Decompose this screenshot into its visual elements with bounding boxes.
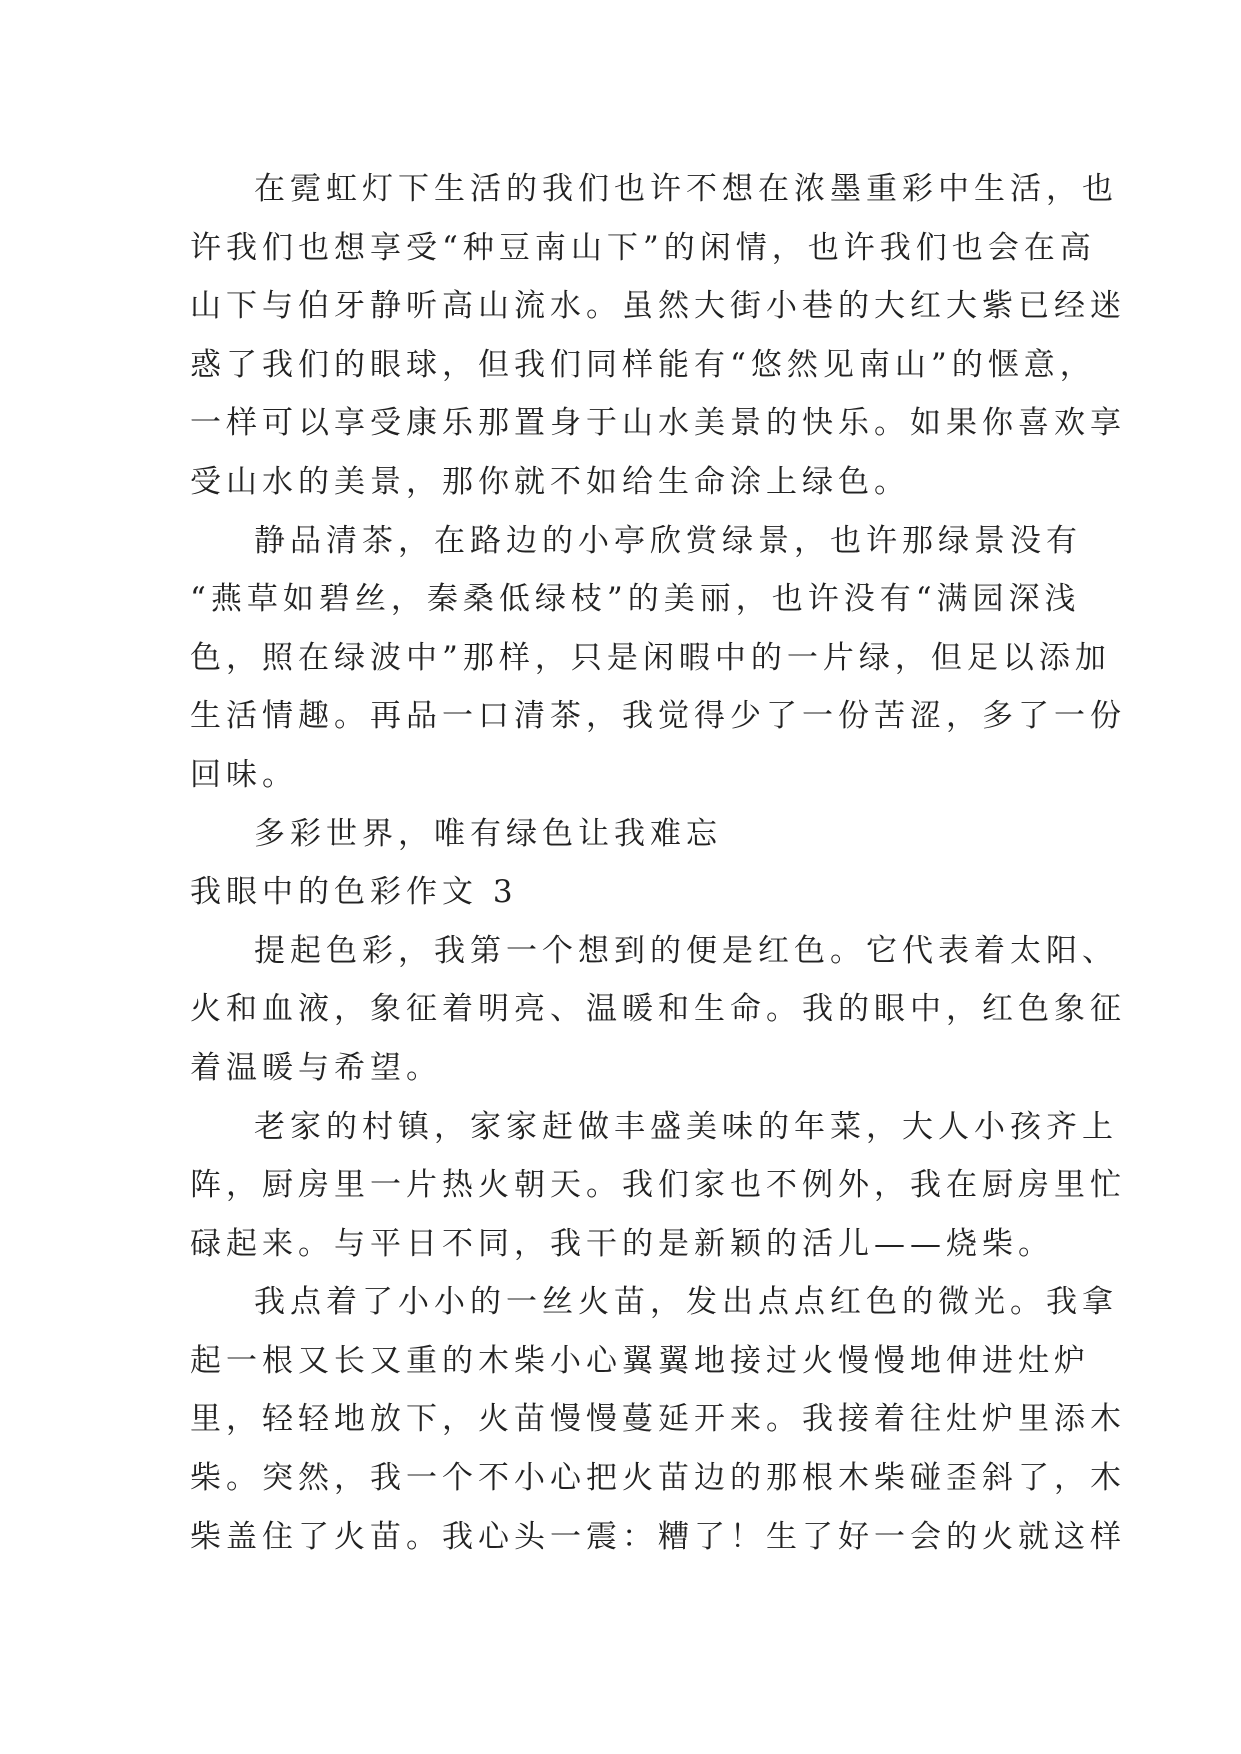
paragraph-4 xyxy=(190,922,1126,1098)
paragraph-2 xyxy=(190,512,1126,805)
text-line: 许我们也想享受“种豆南山下”的闲情，也许我们也会在高 xyxy=(190,229,1096,266)
text-line: 里，轻轻地放下，火苗慢慢蔓延开来。我接着往灶炉里添木 xyxy=(190,1401,1126,1438)
text-line: 多彩世界，唯有绿色让我难忘 xyxy=(254,815,722,852)
text-line: 起一根又长又重的木柴小心翼翼地接过火慢慢地伸进灶炉 xyxy=(190,1342,1090,1379)
text-line: 在霓虹灯下生活的我们也许不想在浓墨重彩中生活，也 xyxy=(254,171,1118,207)
text-line: 受山水的美景，那你就不如给生命涂上绿色。 xyxy=(190,463,910,500)
text-line: “燕草如碧丝，秦桑低绿枝”的美丽，也许没有“满园深浅 xyxy=(190,581,1081,618)
text-line: 老家的村镇，家家赶做丰盛美味的年菜，大人小孩齐上 xyxy=(254,1108,1118,1145)
section-heading: 我眼中的色彩作文 3 xyxy=(190,874,518,911)
text-line: 静品清茶，在路边的小亭欣赏绿景，也许那绿景没有 xyxy=(254,522,1082,559)
text-line: 着温暖与希望。 xyxy=(190,1049,442,1086)
text-line: 生活情趣。再品一口清茶，我觉得少了一份苦涩，多了一份 xyxy=(190,698,1126,735)
text-line: 柴。突然，我一个不小心把火苗边的那根木柴碰歪斜了，木 xyxy=(190,1460,1126,1497)
text-line: 我点着了小小的一丝火苗，发出点点红色的微光。我拿 xyxy=(254,1284,1118,1321)
paragraph-6 xyxy=(190,1273,1126,1566)
text-line: 一样可以享受康乐那置身于山水美景的快乐。如果你喜欢享 xyxy=(190,405,1126,442)
paragraph-3 xyxy=(190,805,1060,864)
text-line: 提起色彩，我第一个想到的便是红色。它代表着太阳、 xyxy=(254,932,1118,969)
text-line: 回味。 xyxy=(190,756,298,793)
text-line: 碌起来。与平日不同，我干的是新颖的活儿——烧柴。 xyxy=(190,1225,1054,1262)
text-line: 阵，厨房里一片热火朝天。我们家也不例外，我在厨房里忙 xyxy=(190,1167,1126,1204)
paragraph-1 xyxy=(190,160,1126,512)
text-line: 色，照在绿波中”那样，只是闲暇中的一片绿，但足以添加 xyxy=(190,639,1111,676)
text-line: 火和血液，象征着明亮、温暖和生命。我的眼中，红色象征 xyxy=(190,991,1126,1028)
text-line: 山下与伯牙静听高山流水。虽然大街小巷的大红大紫已经迷 xyxy=(190,288,1126,325)
text-line: 惑了我们的眼球，但我们同样能有“悠然见南山”的惬意， xyxy=(190,346,1096,383)
document-body xyxy=(190,160,1126,1566)
text-line: 柴盖住了火苗。我心头一震：糟了！生了好一会的火就这样 xyxy=(190,1518,1126,1555)
paragraph-5 xyxy=(190,1098,1126,1274)
